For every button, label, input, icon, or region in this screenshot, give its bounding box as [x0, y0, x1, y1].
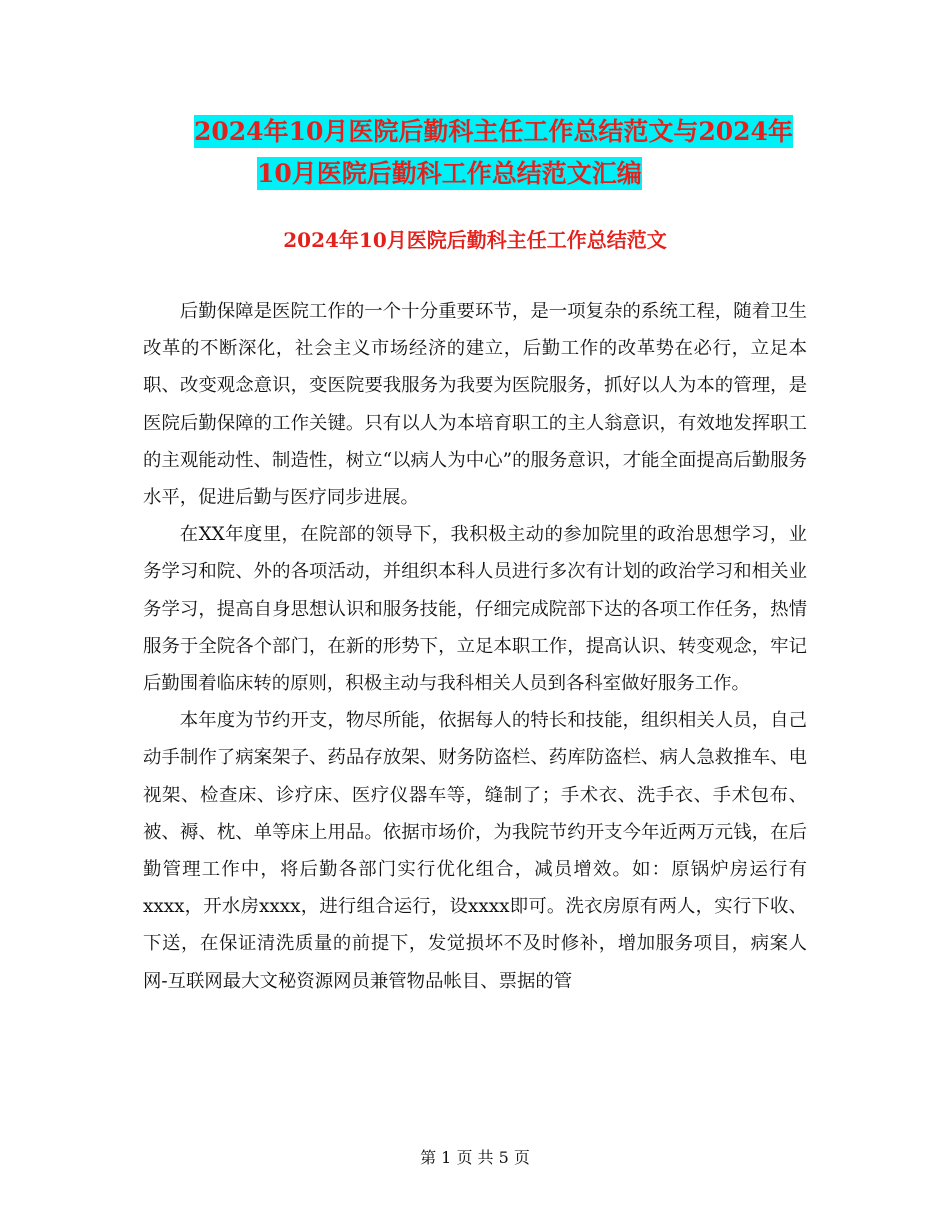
title-line-1	[194, 112, 840, 152]
paragraph-2: 在XX年度里，在院部的领导下，我积极主动的参加院里的政治思想学习，业务学习和院、外的各项活动，并组织本科人员进行多次有计划的政治学习和相关业务学习，提高自身思想认识和服务技能，仔细完成院部下达的各项工作任务，热情服务于全院各个部门，在新的形势下，立足本职工作，提高认识、转变观念，牢记后勤围着临床转的原则，积极主动与我科相关人员到各科室做好服务工作。	[143, 524, 807, 695]
paragraph-1: 后勤保障是医院工作的一个十分重要环节，是一项复杂的系统工程，随着卫生改革的不断深化，社会主义市场经济的建立，后勤工作的改革势在必行，立足本职、改变观念意识，变医院要我服务为我要为医院服务，抓好以人为本的管理，是医院后勤保障的工作关键。只有以人为本培育职工的主人翁意识，有效地发挥职工的主观能动性、制造性，树立“以病人为中心”的服务意识，才能全面提高后勤服务水平，促进后勤与医疗同步进展。	[143, 301, 807, 509]
paragraph-3: 本年度为节约开支，物尽所能，依据每人的特长和技能，组织相关人员，自己动手制作了病案架子、药品存放架、财务防盗栏、药库防盗栏、病人急救推车、电视架、检查床、诊疗床、医疗仪器车等，缝制了；手术衣、洗手衣、手术包布、被、褥、枕、单等床上用品。依据市场价，为我院节约开支今年近两万元钱，在后勤管理工作中，将后勤各部门实行优化组合，减员增效。如：原锅炉房运行有xxxx，开水房xxxx，进行组合运行，设xxxx即可。洗衣房原有两人，实行下收、下送，在保证清洗质量的前提下，发觉损坏不及时修补，增加服务项目，病案人网-互联网最大文秘资源网员兼管物品帐目、票据的管	[143, 710, 807, 992]
page-footer: 第 1 页 共 5 页	[420, 1148, 530, 1167]
title-line-2	[257, 154, 840, 194]
title-line-1-text: 2024年10月医院后勤科主任工作总结范文与2024年	[194, 117, 793, 146]
document-body	[143, 293, 807, 1000]
document-title	[140, 112, 840, 194]
section-heading: 2024年10月医院后勤科主任工作总结范文	[283, 228, 667, 252]
title-line-2-text: 10月医院后勤科工作总结范文汇编	[257, 159, 642, 188]
